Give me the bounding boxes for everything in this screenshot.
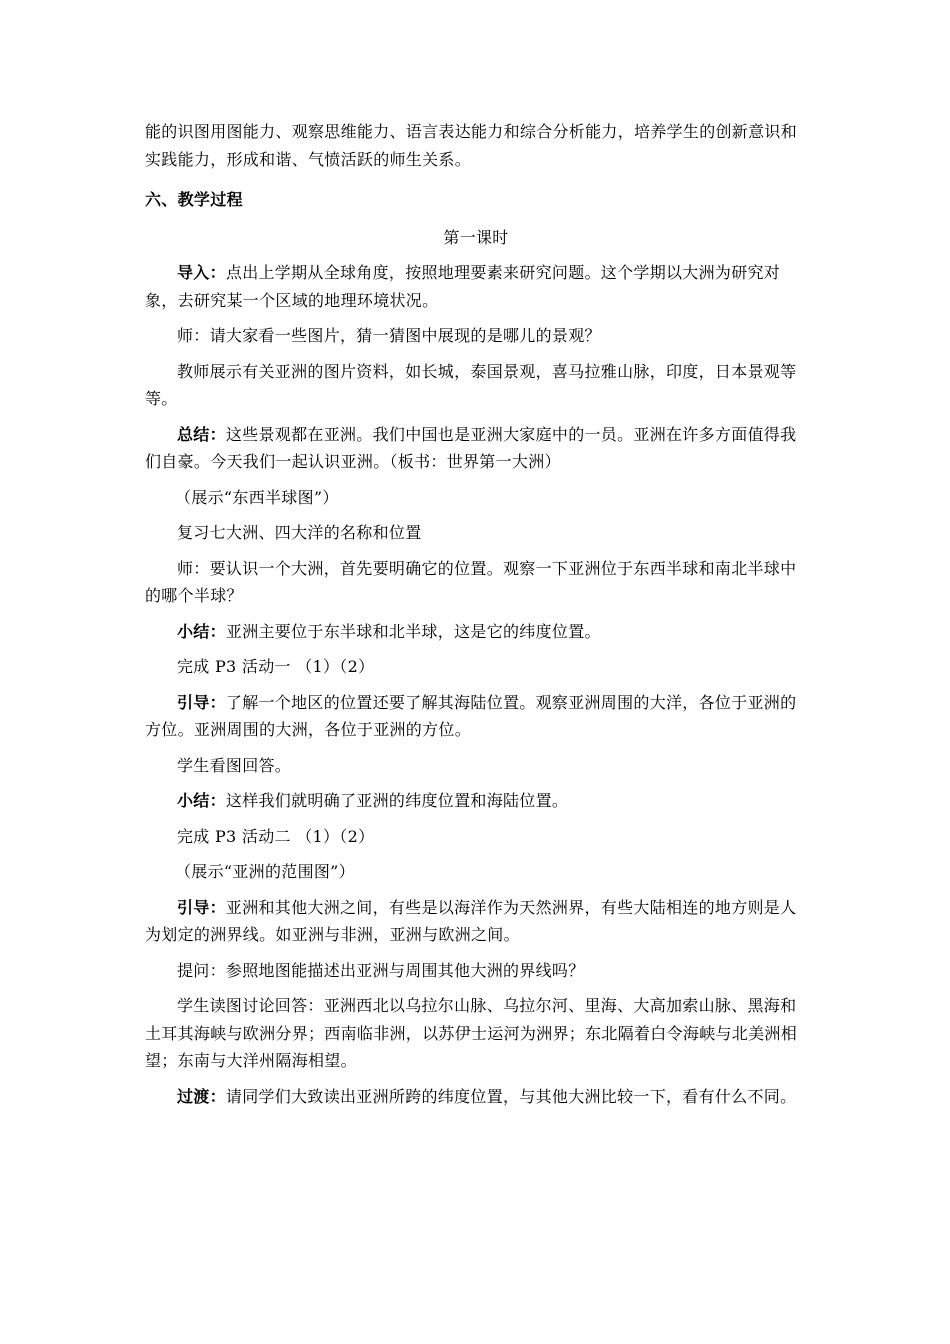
paragraph-text: （展示“亚洲的范围图”） [175, 862, 355, 881]
paragraph-label: 小结： [177, 791, 226, 810]
paragraph-teacher-shows [145, 358, 807, 413]
paragraph-conclusion-1 [145, 618, 807, 646]
paragraph-show-asia-map [145, 858, 807, 886]
paragraph-text: 点出上学期从全球角度，按照地理要素来研究问题。这个学期以大洲为研究对象，去研究某一个区域的地理环境状况。 [145, 263, 781, 310]
paragraph-text: 学生看图回答。 [177, 755, 292, 775]
paragraph-activity-1 [145, 653, 807, 681]
paragraph-review [145, 519, 807, 547]
paragraph-conclusion-2 [145, 787, 807, 815]
paragraph-text: 学生读图讨论回答：亚洲西北以乌拉尔山脉、乌拉尔河、里海、大高加索山脉、黑海和土耳其海峡与欧洲分界；西南临非洲，以苏伊士运河为洲界；东北隔着白令海峡与北美洲相望；东南与大洋州隔海相望。 [145, 996, 798, 1070]
paragraph-text: 提问：参照地图能描述出亚洲与周围其他大洲的界线吗？ [177, 960, 585, 980]
paragraph-text: 亚洲主要位于东半球和北半球，这是它的纬度位置。 [225, 621, 601, 641]
paragraph-teacher-question [145, 322, 807, 350]
paragraph-label: 过渡： [177, 1086, 226, 1106]
paragraph-label: 引导： [177, 692, 226, 712]
paragraph-label: 小结： [177, 621, 226, 641]
paragraph-students-answer [145, 752, 807, 780]
lesson-title: 第一课时 [443, 227, 509, 247]
paragraph-text: 完成 P3 活动二 （1）（2） [177, 826, 375, 846]
paragraph-teacher-position [145, 555, 807, 610]
paragraph-text: 教师展示有关亚洲的图片资料，如长城，泰国景观，喜马拉雅山脉，印度，日本景观等等。 [145, 361, 797, 408]
paragraph-question [145, 957, 807, 985]
paragraph-label: 引导： [177, 897, 226, 917]
paragraph-guide-2 [145, 894, 807, 949]
paragraph-text: 师：请大家看一些图片，猜一猜图中展现的是哪儿的景观？ [177, 326, 601, 345]
paragraph-label: 总结： [177, 424, 226, 444]
intro-continuation: 能的识图用图能力、观察思维能力、语言表达能力和综合分析能力，培养学生的创新意识和实践能力，形成和谐、气愤活跃的师生关系。 [145, 122, 798, 169]
paragraph-activity-2 [145, 823, 807, 851]
paragraph-text: （展示“东西半球图”） [175, 487, 339, 507]
paragraph-text: 这样我们就明确了亚洲的纬度位置和海陆位置。 [225, 791, 569, 810]
paragraph-text: 请同学们大致读出亚洲所跨的纬度位置，与其他大洲比较一下，看有什么不同。 [225, 1086, 797, 1106]
section-heading: 六、教学过程 [145, 190, 243, 209]
paragraph-text: 这些景观都在亚洲。我们中国也是亚洲大家庭中的一员。亚洲在许多方面值得我们自豪。今天我们一起认识亚洲。（板书：世界第一大洲） [145, 424, 797, 471]
paragraph-text: 亚洲和其他大洲之间，有些是以海洋作为天然洲界，有些大陆相连的地方则是人为划定的洲界线。如亚洲与非洲，亚洲与欧洲之间。 [145, 897, 797, 944]
document-body [145, 118, 807, 1110]
paragraph-intro [145, 259, 807, 314]
paragraph-guide-1 [145, 689, 807, 744]
paragraph-text: 了解一个地区的位置还要了解其海陆位置。观察亚洲周围的大洋，各位于亚洲的方位。亚洲周围的大洲，各位于亚洲的方位。 [145, 692, 797, 739]
paragraph-text: 复习七大洲、四大洋的名称和位置 [177, 523, 422, 542]
paragraph-show-hemisphere-map [145, 484, 807, 512]
paragraph-text: 完成 P3 活动一 （1）（2） [177, 657, 375, 676]
paragraph-label: 导入： [177, 263, 226, 282]
paragraph-text: 师：要认识一个大洲，首先要明确它的位置。观察一下亚洲位于东西半球和南北半球中的哪个半球？ [145, 558, 797, 605]
paragraph-summary [145, 421, 807, 476]
paragraph-transition [145, 1083, 807, 1111]
paragraph-student-discussion [145, 992, 807, 1075]
